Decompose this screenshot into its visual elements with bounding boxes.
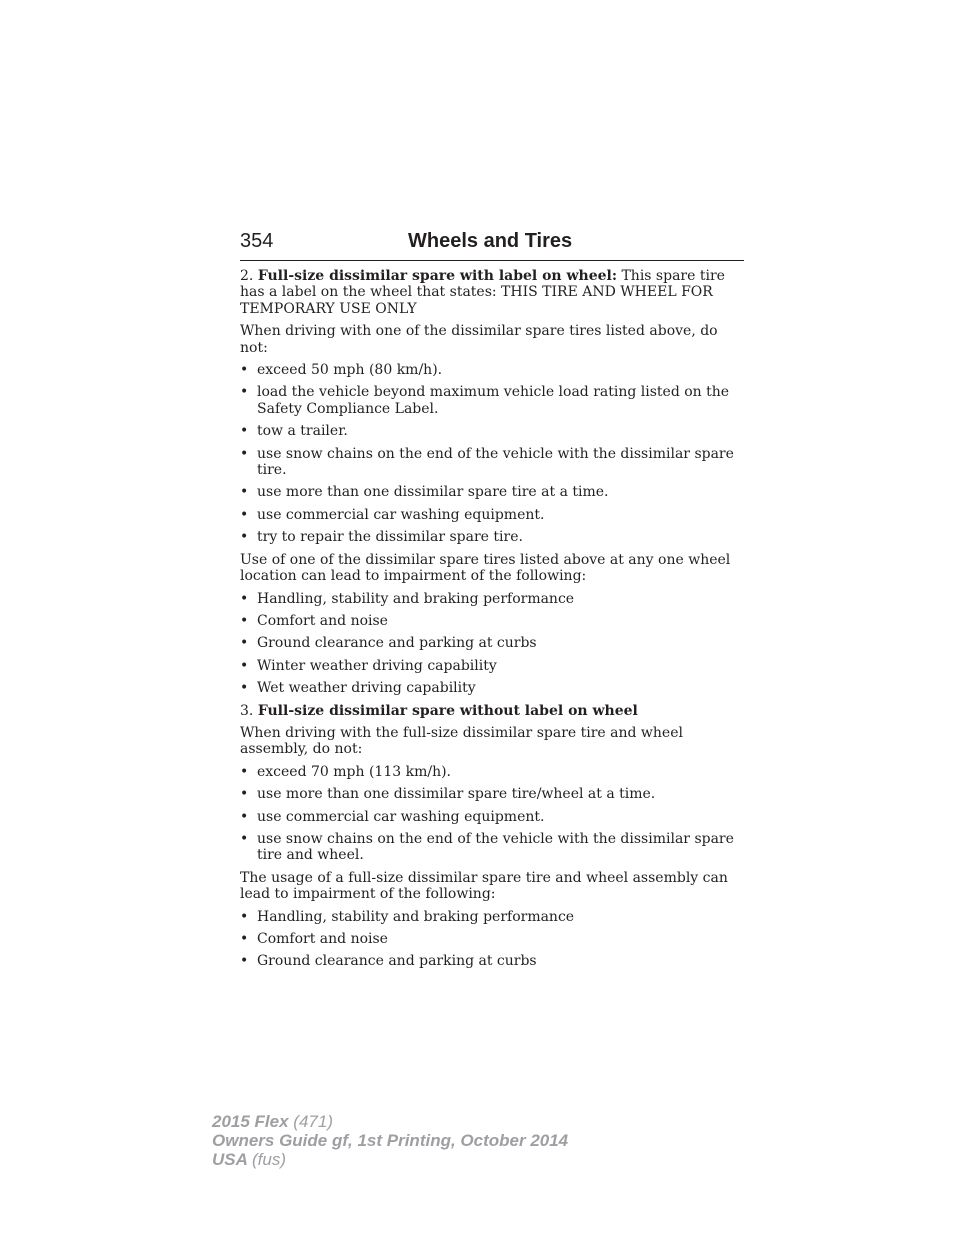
footer-market-line xyxy=(212,1150,568,1169)
bullet-icon: • xyxy=(240,362,249,379)
item-2-text: This spare tire has a label on the wheel that states: THIS TIRE AND WHEEL FOR TEMPORARY USE ONLY xyxy=(240,268,725,317)
list-item: • use snow chains on the end of the vehicle with the dissimilar spare tire and wheel. xyxy=(240,830,734,864)
bullet-icon: • xyxy=(240,680,249,697)
list-item: • try to repair the dissimilar spare tire. xyxy=(240,529,523,546)
list-item: • Ground clearance and parking at curbs xyxy=(240,635,537,652)
item-2-title: Full-size dissimilar spare with label on wheel: xyxy=(257,268,618,284)
list-item: • load the vehicle beyond maximum vehicle load rating listed on the Safety Compliance Label. xyxy=(240,384,730,417)
bullet-icon: • xyxy=(240,529,249,546)
item-2-number: 2. xyxy=(240,268,254,284)
impairment-intro: Use of one of the dissimilar spare tires listed above at any one wheel location can lead to impairment of the following: xyxy=(240,551,731,585)
item-3-number: 3. xyxy=(240,702,254,719)
list-item: • use snow chains on the end of the vehicle with the dissimilar spare tire. xyxy=(240,445,734,479)
list-item: • use commercial car washing equipment. xyxy=(240,506,545,523)
list-item: • Ground clearance and parking at curbs xyxy=(240,953,537,970)
bullet-icon: • xyxy=(240,612,249,629)
page-number: 354 xyxy=(240,230,274,252)
bullet-icon: • xyxy=(240,423,249,440)
list-item: • Handling, stability and braking performance xyxy=(240,908,575,925)
list-item: • exceed 70 mph (113 km/h). xyxy=(240,763,452,780)
bullet-icon: • xyxy=(240,830,249,847)
bullet-icon: • xyxy=(240,808,249,825)
footer-market-code: (fus) xyxy=(252,1150,286,1169)
bullet-icon: • xyxy=(240,657,249,674)
list-item: • Comfort and noise xyxy=(240,931,388,947)
bullet-icon: • xyxy=(240,908,249,925)
bullet-icon: • xyxy=(240,384,249,401)
impairment-list-2 xyxy=(240,909,744,970)
bullet-icon: • xyxy=(240,445,249,462)
bullet-icon: • xyxy=(240,635,249,652)
bullet-icon: • xyxy=(240,763,249,780)
footer-model-line xyxy=(212,1112,568,1131)
impairment-intro-2: The usage of a full-size dissimilar spare tire and wheel assembly can lead to impairment of the following: xyxy=(240,869,728,903)
list-item: • exceed 50 mph (80 km/h). xyxy=(240,362,443,379)
bullet-icon: • xyxy=(240,953,249,970)
page-footer xyxy=(212,1112,568,1169)
do-not-intro-2: When driving with the full-size dissimilar spare tire and wheel assembly, do not: xyxy=(240,724,683,758)
footer-guide-line: Owners Guide gf, 1st Printing, October 2014 xyxy=(212,1131,569,1150)
list-item: • tow a trailer. xyxy=(240,423,348,440)
list-item: • use more than one dissimilar spare tire at a time. xyxy=(240,484,609,501)
list-item: • Winter weather driving capability xyxy=(240,657,497,674)
list-item: • Comfort and noise xyxy=(240,612,388,629)
impairment-list xyxy=(240,591,744,697)
do-not-list-2 xyxy=(240,764,744,864)
page-header xyxy=(240,228,744,261)
item-2-paragraph xyxy=(240,268,744,317)
page-body xyxy=(240,268,744,976)
list-item: • use more than one dissimilar spare tire/wheel at a time. xyxy=(240,786,656,803)
item-3-paragraph xyxy=(240,703,744,719)
bullet-icon: • xyxy=(240,506,249,523)
bullet-icon: • xyxy=(240,484,249,501)
list-item: • Handling, stability and braking performance xyxy=(240,590,575,607)
footer-model-code: (471) xyxy=(293,1112,333,1131)
bullet-icon: • xyxy=(240,931,249,947)
bullet-icon: • xyxy=(240,786,249,803)
section-title: Wheels and Tires xyxy=(408,230,573,252)
footer-market: USA xyxy=(212,1150,248,1169)
list-item: • use commercial car washing equipment. xyxy=(240,808,545,825)
do-not-intro: When driving with one of the dissimilar spare tires listed above, do not: xyxy=(240,323,718,356)
footer-model: 2015 Flex xyxy=(212,1112,289,1131)
list-item: • Wet weather driving capability xyxy=(240,680,476,697)
item-3-title: Full-size dissimilar spare without label on wheel xyxy=(257,702,638,719)
do-not-list xyxy=(240,362,744,546)
bullet-icon: • xyxy=(240,590,249,607)
